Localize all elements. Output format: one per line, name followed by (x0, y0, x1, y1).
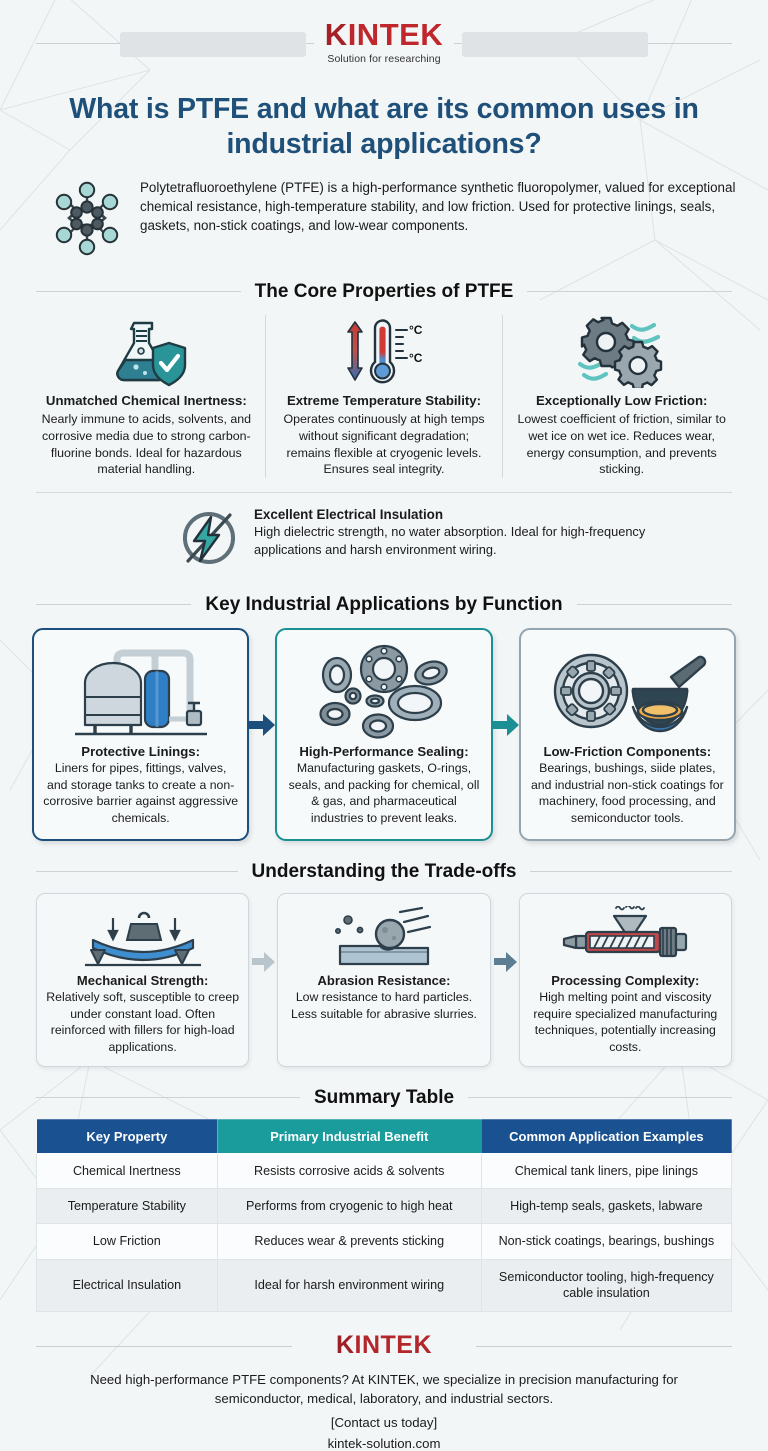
section-title-summary: Summary Table (313, 1086, 455, 1108)
brand-wordmark (311, 19, 457, 50)
electrical-insulation-text (254, 507, 708, 558)
tradeoff-arrow-2-wrap (491, 893, 519, 1067)
summary-table-head (37, 1119, 732, 1153)
beam-load-deflection-icon (45, 904, 240, 970)
table-cell-benefit: Performs from cryogenic to high heat (217, 1189, 481, 1224)
footer-contact-cta[interactable]: [Contact us today] (330, 1414, 438, 1430)
tradeoff-card-body: Relatively soft, susceptible to creep under constant load. Often reinforced with fillers for high-load applications. (46, 989, 240, 1054)
arrow-right-icon (492, 712, 520, 738)
heading-line-left (36, 604, 191, 605)
table-row (37, 1224, 732, 1259)
application-card-title: Low-Friction Components: (543, 743, 712, 759)
flow-arrow-2-wrap (493, 628, 519, 841)
tradeoff-card-mechanical-strength[interactable] (36, 893, 249, 1067)
section-heading-core (36, 281, 732, 303)
heading-line-left (36, 291, 241, 292)
heading-line-right (530, 871, 732, 872)
heading-line-right (468, 1097, 732, 1098)
core-property-body: Lowest coefficient of friction, similar to wet ice on wet ice. Reduces wear, energy consumption, and prevents sticking. (517, 412, 726, 477)
flask-shield-icon (40, 315, 253, 389)
molecule-icon (48, 178, 126, 261)
brand-letter-k: K (324, 17, 348, 52)
tradeoff-card-title: Mechanical Strength: (76, 972, 209, 988)
summary-table (36, 1119, 732, 1312)
table-row (37, 1259, 732, 1311)
core-property-title: Unmatched Chemical Inertness: (45, 392, 247, 408)
tradeoff-card-title: Processing Complexity: (551, 972, 700, 988)
table-header-key-property: Key Property (37, 1119, 218, 1153)
tradeoffs-cards-row (36, 893, 732, 1067)
gaskets-orings-icon (286, 640, 481, 742)
core-property-low-friction (502, 315, 740, 478)
kintek-logo (311, 0, 457, 65)
section-title-applications: Key Industrial Applications by Function (205, 593, 563, 615)
application-card-low-friction-components[interactable] (519, 628, 736, 841)
table-header-row (37, 1119, 732, 1153)
core-property-chemical-inertness (28, 315, 265, 478)
gears-icon (515, 315, 728, 389)
application-card-protective-linings[interactable] (32, 628, 249, 841)
heading-line-right (577, 604, 732, 605)
application-card-body: Liners for pipes, fittings, valves, and storage tanks to create a non-corrosive barrier against aggressive chemicals. (43, 760, 239, 826)
electrical-insulation-block (178, 507, 708, 574)
storage-tank-piping-icon (43, 640, 238, 742)
thermometer-icon (278, 315, 491, 389)
footer-website-url[interactable]: kintek-solution.com (327, 1435, 441, 1451)
arrow-right-icon (252, 951, 276, 973)
table-row (37, 1153, 732, 1188)
footer-kintek-logo (320, 1331, 448, 1360)
footer-rule-left (36, 1346, 292, 1347)
bearing-pan-icon (530, 640, 725, 742)
footer-brand-letter-k: K (335, 1331, 355, 1360)
core-property-body: Nearly immune to acids, solvents, and corrosive media due to strong carbon-fluorine bonds. Ideal for hazardous material handling. (41, 412, 252, 477)
applications-cards-row (32, 628, 736, 841)
page-title: What is PTFE and what are its common uses in industrial applications? (69, 93, 699, 160)
lightning-insulation-icon (178, 507, 240, 574)
table-cell-property: Temperature Stability (37, 1189, 218, 1224)
header-slab-right (462, 32, 648, 57)
footer-rule-right (476, 1346, 732, 1347)
arrow-right-icon (248, 712, 276, 738)
tradeoff-card-body: Low resistance to hard particles. Less suitable for abrasive slurries. (291, 989, 477, 1021)
section-title-tradeoffs: Understanding the Trade-offs (251, 860, 517, 882)
electrical-insulation-body: High dielectric strength, no water absorption. Ideal for high-frequency applications and harsh environment wiring. (254, 523, 646, 557)
application-card-high-performance-sealing[interactable] (275, 628, 492, 841)
application-card-body: Manufacturing gaskets, O-rings, seals, and packing for chemical, oll & gas, and pharmaceutical industries to prevent leaks. (288, 760, 480, 826)
application-card-title: Protective Linings: (81, 743, 201, 759)
table-cell-property: Low Friction (37, 1224, 218, 1259)
core-property-temperature-stability (265, 315, 503, 478)
tradeoff-card-abrasion-resistance[interactable] (277, 893, 490, 1067)
summary-table-wrap (36, 1119, 732, 1312)
intro-paragraph: Polytetrafluoroethylene (PTFE) is a high-performance synthetic fluoropolymer, valued for exceptional chemical resistance, high-temperature stability, and low friction. Used for protective linings, seals, gaskets, non-stick coatings, and low-wear components. (140, 179, 736, 233)
section-heading-summary (36, 1087, 732, 1109)
application-card-body: Bearings, bushings, siide plates, and industrial non-stick coatings for machinery, food processing, and semiconductor tools. (530, 760, 724, 826)
extruder-machine-icon (528, 904, 723, 970)
arrow-right-icon (494, 951, 518, 973)
svg-text:°C: °C (409, 350, 423, 365)
electrical-insulation-title: Excellent Electrical Insulation (254, 506, 444, 522)
section-title-core: The Core Properties of PTFE (254, 280, 514, 302)
brand-tagline: Solution for researching (327, 53, 441, 65)
tradeoff-card-body: High melting point and viscosity require specialized manufacturing techniques, potentially increasing costs. (533, 989, 718, 1054)
table-header-common-examples: Common Application Examples (481, 1119, 731, 1153)
tradeoff-card-processing-complexity[interactable] (519, 893, 732, 1067)
table-cell-benefit: Ideal for harsh environment wiring (217, 1259, 481, 1311)
heading-line-left (36, 1097, 300, 1098)
svg-text:°C: °C (409, 322, 423, 337)
abrasion-particle-icon (286, 904, 481, 970)
table-cell-examples: Chemical tank liners, pipe linings (481, 1153, 731, 1188)
table-cell-property: Chemical Inertness (37, 1153, 218, 1188)
core-property-title: Exceptionally Low Friction: (535, 392, 708, 408)
summary-table-body (37, 1153, 732, 1311)
footer-copy: Need high-performance PTFE components? At KINTEK, we specialize in precision manufacturing for semiconductor, medical, laboratory, and industrial sectors. (90, 1371, 678, 1406)
table-cell-examples: Non-stick coatings, bearings, bushings (481, 1224, 731, 1259)
header-slab-left (120, 32, 306, 57)
table-header-primary-benefit: Primary Industrial Benefit (217, 1119, 481, 1153)
section-heading-tradeoffs (36, 861, 732, 883)
core-properties-row (28, 315, 740, 478)
brand-letters-rest: INTEK (347, 17, 444, 52)
tradeoff-card-title: Abrasion Resistance: (317, 972, 451, 988)
tradeoff-arrow-1-wrap (249, 893, 277, 1067)
header-brand-bar (0, 0, 768, 78)
footer-brand-bar (0, 1326, 768, 1366)
table-row (37, 1189, 732, 1224)
table-cell-examples: Semiconductor tooling, high-frequency cable insulation (481, 1259, 731, 1311)
application-card-title: High-Performance Sealing: (299, 743, 469, 759)
table-cell-property: Electrical Insulation (37, 1259, 218, 1311)
flow-arrow-1-wrap (249, 628, 275, 841)
footer-brand-letters-rest: INTEK (354, 1331, 433, 1360)
table-cell-benefit: Reduces wear & prevents sticking (217, 1224, 481, 1259)
table-cell-benefit: Resists corrosive acids & solvents (217, 1153, 481, 1188)
core-property-title: Extreme Temperature Stability: (287, 392, 481, 408)
core-property-body: Operates continuously at high temps without significant degradation; remains flexible at cryogenic levels. Ensures seal integrity. (283, 412, 485, 477)
table-cell-examples: High-temp seals, gaskets, labware (481, 1189, 731, 1224)
section-heading-applications (36, 594, 732, 616)
heading-line-left (36, 871, 238, 872)
section-divider (36, 492, 732, 493)
intro-block (48, 178, 738, 261)
heading-line-right (527, 291, 732, 292)
